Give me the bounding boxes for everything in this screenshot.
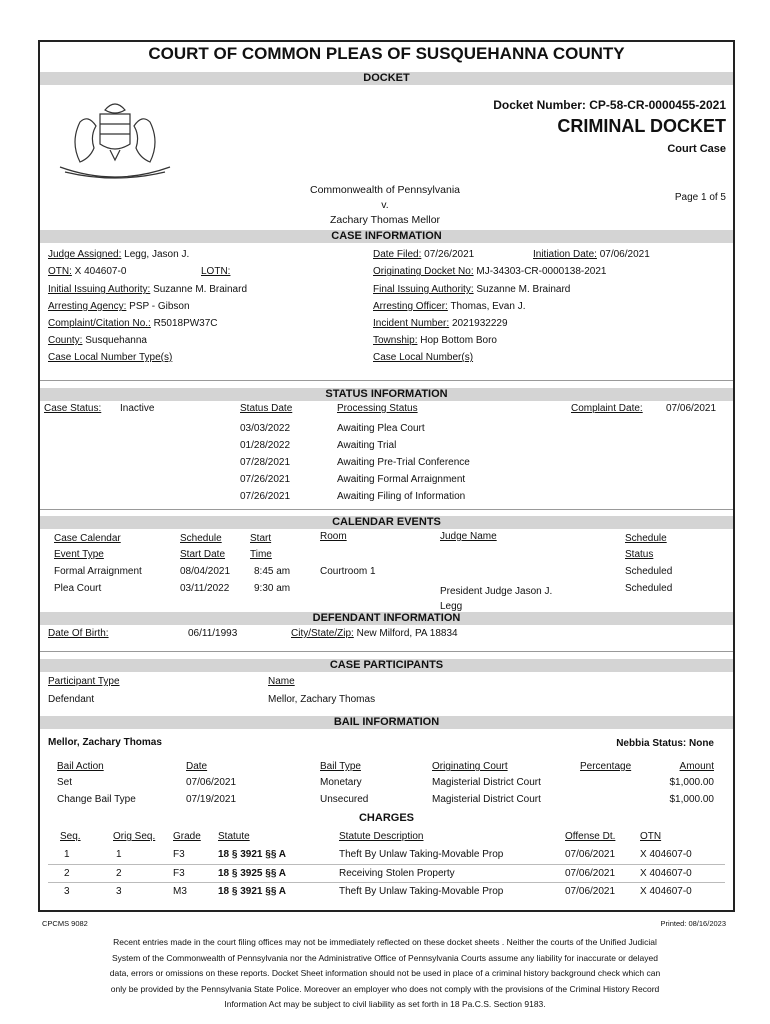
initiation-date-label: Initiation Date: <box>533 249 597 260</box>
col-grade: Grade <box>173 831 201 842</box>
charge-description: Theft By Unlaw Taking-Movable Prop <box>339 849 504 860</box>
otn-label: OTN: <box>48 266 72 277</box>
bail-amount: $1,000.00 <box>669 794 714 805</box>
charge-statute: 18 § 3925 §§ A <box>218 868 287 879</box>
bail-information-header: BAIL INFORMATION <box>40 716 733 729</box>
final-authority-label: Final Issuing Authority: <box>373 284 474 295</box>
complaint-date-label: Complaint Date: <box>571 403 643 414</box>
event-date: 08/04/2021 <box>180 566 231 577</box>
charge-offense-date: 07/06/2021 <box>565 868 616 879</box>
col-label: Start Date <box>180 549 226 560</box>
col-statute: Statute <box>218 831 250 842</box>
docket-header: DOCKET <box>40 72 733 85</box>
charge-otn: X 404607-0 <box>640 886 692 897</box>
case-status-label: Case Status: <box>44 403 102 414</box>
final-authority-value: Suzanne M. Brainard <box>476 284 571 295</box>
county-label: County: <box>48 335 83 346</box>
charge-grade: M3 <box>173 886 187 897</box>
col-bail-action: Bail Action <box>57 761 104 772</box>
col-label: Time <box>250 549 272 560</box>
form-code: CPCMS 9082 <box>42 919 88 928</box>
status-information-header: STATUS INFORMATION <box>40 388 733 401</box>
list-item: 01/28/2022 <box>240 440 291 451</box>
judge-value: Legg, Jason J. <box>124 249 190 260</box>
charge-seq: 3 <box>64 886 70 897</box>
disclaimer-line: data, errors or omissions on these reports. Docket Sheet information should not be used in place of a criminal history background check which can <box>109 968 661 978</box>
list-item: 07/26/2021 <box>240 474 291 485</box>
charge-otn: X 404607-0 <box>640 849 692 860</box>
arresting-agency-label: Arresting Agency: <box>48 301 127 312</box>
divider <box>40 651 733 652</box>
col-bail-type: Bail Type <box>320 761 361 772</box>
col-label: Schedule <box>180 533 222 544</box>
arresting-agency-value: PSP - Gibson <box>129 301 190 312</box>
col-label: Status <box>625 549 654 560</box>
city-value: New Milford, PA 18834 <box>356 628 458 639</box>
processing-status-column <box>337 420 470 505</box>
bail-date: 07/06/2021 <box>186 777 237 788</box>
case-caption <box>290 183 480 228</box>
list-item: 03/03/2022 <box>240 423 291 434</box>
date-filed-value: 07/26/2021 <box>424 249 475 260</box>
originating-docket-label: Originating Docket No: <box>373 266 474 277</box>
row-divider <box>48 882 725 883</box>
defendant-information-header: DEFENDANT INFORMATION <box>40 612 733 625</box>
col-judge: Judge Name <box>440 531 497 542</box>
docket-number: Docket Number: CP-58-CR-0000455-2021 <box>493 98 726 112</box>
event-type: Plea Court <box>54 583 102 594</box>
charge-description: Theft By Unlaw Taking-Movable Prop <box>339 886 504 897</box>
local-number-type-label: Case Local Number Type(s) <box>48 352 173 363</box>
charge-otn: X 404607-0 <box>640 868 692 879</box>
list-item: Awaiting Formal Arraignment <box>337 474 466 485</box>
bail-type: Monetary <box>320 777 362 788</box>
dob-value: 06/11/1993 <box>188 628 238 639</box>
charge-description: Receiving Stolen Property <box>339 868 455 879</box>
charge-orig-seq: 2 <box>116 868 122 879</box>
col-start-date <box>180 531 225 563</box>
col-event-type <box>54 531 121 563</box>
col-originating-court: Originating Court <box>432 761 508 772</box>
charge-statute: 18 § 3921 §§ A <box>218 849 287 860</box>
county-value: Susquehanna <box>85 335 147 346</box>
bail-court: Magisterial District Court <box>432 777 541 788</box>
complaint-no-label: Complaint/Citation No.: <box>48 318 151 329</box>
col-statute-description: Statute Description <box>339 831 424 842</box>
originating-docket-value: MJ-34303-CR-0000138-2021 <box>476 266 607 277</box>
event-time: 8:45 am <box>254 566 291 577</box>
col-percentage: Percentage <box>580 761 632 772</box>
township-value: Hop Bottom Boro <box>420 335 497 346</box>
bail-action: Change Bail Type <box>57 794 136 805</box>
col-label: Case Calendar <box>54 533 121 544</box>
charge-orig-seq: 1 <box>116 849 122 860</box>
divider <box>40 380 733 381</box>
charge-offense-date: 07/06/2021 <box>565 886 616 897</box>
case-status-value: Inactive <box>120 403 155 414</box>
dob-label: Date Of Birth: <box>48 628 109 639</box>
participant-type-label: Participant Type <box>48 676 120 687</box>
charge-offense-date: 07/06/2021 <box>565 849 616 860</box>
bail-amount: $1,000.00 <box>669 777 714 788</box>
event-judge <box>440 584 552 614</box>
status-dates-column <box>240 420 290 505</box>
event-type: Formal Arraignment <box>54 566 142 577</box>
participant-name: Mellor, Zachary Thomas <box>268 694 376 705</box>
col-room: Room <box>320 531 347 542</box>
charge-seq: 2 <box>64 868 70 879</box>
charge-orig-seq: 3 <box>116 886 122 897</box>
initiation-date-value: 07/06/2021 <box>599 249 650 260</box>
caption-versus: v. <box>381 199 389 211</box>
caption-defendant: Zachary Thomas Mellor <box>329 214 441 226</box>
judge-label: Judge Assigned: <box>48 249 122 260</box>
case-information-header: CASE INFORMATION <box>40 230 733 243</box>
initial-authority-value: Suzanne M. Brainard <box>153 284 248 295</box>
participant-name-label: Name <box>268 676 295 687</box>
nebbia-status: Nebbia Status: None <box>616 738 714 749</box>
date-filed-label: Date Filed: <box>373 249 422 260</box>
bail-person: Mellor, Zachary Thomas <box>48 737 162 748</box>
calendar-events-header: CALENDAR EVENTS <box>40 516 733 529</box>
divider <box>40 509 733 510</box>
list-item: Awaiting Pre-Trial Conference <box>337 457 470 468</box>
bail-action: Set <box>57 777 73 788</box>
court-title: COURT OF COMMON PLEAS OF SUSQUEHANNA COUNTY <box>148 44 625 63</box>
col-bail-date: Date <box>186 761 208 772</box>
row-divider <box>48 864 725 865</box>
list-item: 07/28/2021 <box>240 457 291 468</box>
docket-type: CRIMINAL DOCKET <box>557 116 726 136</box>
col-label: Event Type <box>54 549 104 560</box>
charges-header: CHARGES <box>358 812 414 824</box>
col-label: Schedule <box>625 533 667 544</box>
printed-date: Printed: 08/16/2023 <box>660 919 726 928</box>
status-date-label: Status Date <box>240 403 293 414</box>
lotn-label: LOTN: <box>201 266 231 277</box>
event-date: 03/11/2022 <box>180 583 230 594</box>
processing-status-label: Processing Status <box>337 403 418 414</box>
charge-grade: F3 <box>173 868 185 879</box>
charge-statute: 18 § 3921 §§ A <box>218 886 287 897</box>
col-label: Start <box>250 533 272 544</box>
charge-grade: F3 <box>173 849 185 860</box>
caption-plaintiff: Commonwealth of Pennsylvania <box>310 184 460 196</box>
complaint-no-value: R5018PW37C <box>153 318 218 329</box>
incident-label: Incident Number: <box>373 318 450 329</box>
col-otn: OTN <box>640 831 662 842</box>
arresting-officer-label: Arresting Officer: <box>373 301 448 312</box>
arresting-officer-value: Thomas, Evan J. <box>450 301 526 312</box>
list-item: Awaiting Trial <box>337 440 397 451</box>
event-status: Scheduled <box>625 566 673 577</box>
event-status: Scheduled <box>625 583 673 594</box>
event-room: Courtroom 1 <box>320 566 376 577</box>
complaint-date-value: 07/06/2021 <box>666 403 717 414</box>
court-case-label: Court Case <box>667 143 726 155</box>
col-offense-date: Offense Dt. <box>565 831 616 842</box>
col-orig-seq: Orig Seq. <box>113 831 156 842</box>
col-schedule-status <box>625 531 667 563</box>
judge-line: President Judge Jason J. <box>440 586 553 597</box>
col-amount: Amount <box>679 761 714 772</box>
charge-seq: 1 <box>64 849 70 860</box>
city-label: City/State/Zip: <box>291 628 354 639</box>
disclaimer <box>80 935 690 1013</box>
list-item: Awaiting Plea Court <box>337 423 425 434</box>
pennsylvania-seal-icon <box>50 92 180 180</box>
col-start-time <box>250 531 272 563</box>
page-info: Page 1 of 5 <box>674 192 726 203</box>
incident-value: 2021932229 <box>451 318 508 329</box>
disclaimer-line: only be provided by the Pennsylvania State Police. Moreover an employer who does not comply with the provisions of the Criminal History Record <box>110 983 660 994</box>
bail-date: 07/19/2021 <box>186 794 237 805</box>
township-label: Township: <box>373 335 418 346</box>
case-participants-header: CASE PARTICIPANTS <box>40 659 733 672</box>
participant-type: Defendant <box>48 694 95 705</box>
col-seq: Seq. <box>60 831 81 842</box>
otn-value: X 404607-0 <box>74 266 127 277</box>
list-item: 07/26/2021 <box>240 491 291 502</box>
initial-authority-label: Initial Issuing Authority: <box>48 284 151 295</box>
list-item: Awaiting Filing of Information <box>337 491 466 502</box>
bail-type: Unsecured <box>320 794 369 805</box>
event-time: 9:30 am <box>254 583 291 594</box>
disclaimer-line: Recent entries made in the court filing offices may not be immediately reflected on these docket sheets . Neither the courts of the Unified Judicial <box>113 937 657 947</box>
local-numbers-label: Case Local Number(s) <box>373 352 474 363</box>
disclaimer-line: Information Act may be subject to civil liability as set forth in 18 Pa.C.S. Section 9183. <box>224 999 546 1009</box>
disclaimer-line: System of the Commonwealth of Pennsylvania nor the Administrative Office of Pennsylvania Courts assume any liability for inaccurate or delayed <box>111 952 658 963</box>
judge-line: Legg <box>440 601 463 612</box>
bail-court: Magisterial District Court <box>432 794 541 805</box>
